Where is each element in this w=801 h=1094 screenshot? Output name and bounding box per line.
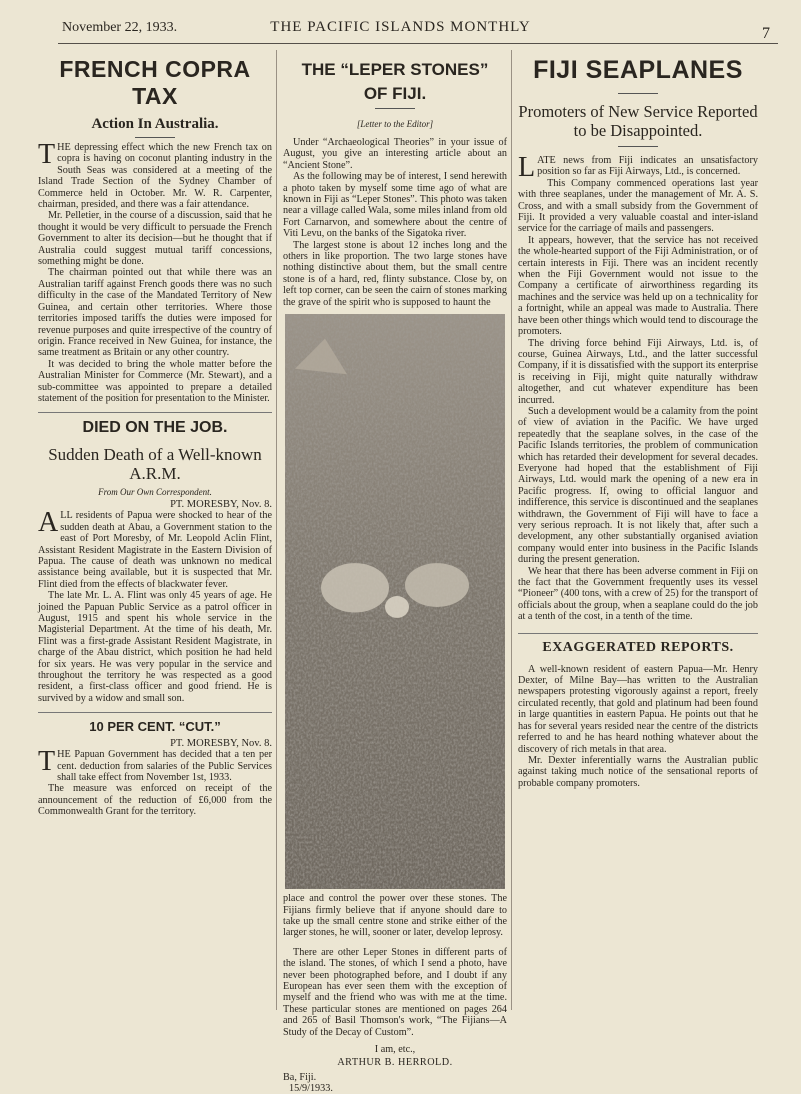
page-number: 7 bbox=[762, 25, 770, 42]
paragraph: The driving force behind Fiji Airways, Ltd. is, of course, Guinea Airways, Ltd., and the latter successful Company, if it is dissatisfied with the support its enterprise is receiving in Fiji, might quite naturally withdraw altogether, and cut whatever expenditure has been incurred. bbox=[518, 337, 758, 406]
headline: DIED ON THE JOB. bbox=[82, 419, 228, 437]
divider bbox=[618, 146, 658, 147]
column-left bbox=[38, 52, 272, 818]
drop-cap: T bbox=[38, 139, 56, 170]
paragraph bbox=[518, 152, 758, 183]
paragraph: Mr. Dexter inferentially warns the Australian public against taking much notice of the sensational reports of probable company promoters. bbox=[518, 754, 758, 789]
paragraph: There are other Leper Stones in different parts of the island. The stones, of which I send a photo, have never been photographed before, and I doubt if any European has ever seen them with the exception of myself and the friend who was with me at the time. These particular stones are mentioned on pages 264 and 265 of Basil Thomson's work, “The Fijians—A Study of the Decay of Custom”. bbox=[283, 946, 507, 1038]
section-rule bbox=[38, 412, 272, 413]
paragraph-text: ATE news from Fiji indicates an unsatisfactory position so far as Fiji Airways, Ltd., is concerned. bbox=[537, 155, 758, 178]
paragraph bbox=[38, 139, 272, 211]
signoff-date: 15/9/1933. bbox=[289, 1082, 333, 1094]
paragraph: The chairman pointed out that while there was an Australian tariff against French goods there was no such difficulty in the case of the Mandated Territory of New Guinea, and certain other territories. Where those territories imposed tariffs the duties were imposed for revenue purposes and quite irrespective of the country of origin. France received in New Guinea, for instance, the same treatment as Britain or any other country. bbox=[38, 267, 272, 359]
paragraph: The late Mr. L. A. Flint was only 45 years of age. He joined the Papuan Public Service as a patrol officer in August, 1915 and spent his whole service in the Magisterial Department. At the time of his death, Mr. Flint was a first-grade Assistant Resident Magistrate, in charge of the Abau district, which position he had held for six years. He was very popular in the service and throughout the territory he was respected as a good resident, a first-class officer and good friend. He is survived by a widow and small son. bbox=[38, 590, 272, 704]
paragraph-text: LL residents of Papua were shocked to hear of the sudden death at Abau, a Government station to the east of Port Moresby, of Mr. Leopold Aclin Flint, Assistant Resident Magistrate in the Eastern Division of Papua. The cause of death was unknown no medical assistance being available, but it is suspected that Mr. Flint died from the effects of blackwater fever. bbox=[38, 510, 272, 590]
column-middle bbox=[283, 52, 507, 1094]
headline: THE “LEPER STONES” bbox=[301, 60, 489, 79]
paragraph: It was decided to bring the whole matter before the Australian Minister for Commerce (Mr. Stewart), and a sub-committee was appointed to prepare a detailed statement of the position for presentation to the Minister. bbox=[38, 358, 272, 404]
section-rule bbox=[38, 712, 272, 713]
issue-date: November 22, 1933. bbox=[62, 20, 178, 35]
publication-title: THE PACIFIC ISLANDS MONTHLY bbox=[270, 19, 531, 35]
dateline: PT. MORESBY, Nov. 8. bbox=[170, 499, 272, 511]
drop-cap: L bbox=[518, 152, 536, 183]
closing: I am, etc., bbox=[374, 1043, 416, 1055]
article-french-copra-tax bbox=[38, 56, 272, 404]
article-exaggerated-reports bbox=[518, 640, 758, 789]
article-fiji-seaplanes bbox=[518, 56, 758, 623]
header-rule bbox=[58, 43, 778, 44]
headline: 10 PER CENT. “CUT.” bbox=[89, 719, 221, 735]
paragraph bbox=[38, 746, 272, 784]
paragraph: A well-known resident of eastern Papua—Mr. Henry Dexter, of Milne Bay—has written to the Australian newspapers protesting vigorously against a report, freely circulated recently, that gold and platinum had been found in large quantities in eastern Papua. He points out that he has for several years resided near the centre of the districts referred to and he has heard nothing whatever about the discovery of rich metals in that area. bbox=[518, 663, 758, 755]
paragraph: place and control the power over these stones. The Fijians firmly believe that if anyone should dare to take up the small centre stone and strike either of the larger stones, he will, sooner or later, develop leprosy. bbox=[283, 893, 507, 939]
paragraph: The largest stone is about 12 inches long and the others in like proportion. The two large stones have nothing distinctive about them, but the small centre stone is of a hard, red, flinty substance. Close by, on left top corner, can be seen the cairn of stones marking the grave of the spirit who is supposed to haunt the bbox=[283, 239, 507, 308]
column-rule bbox=[511, 50, 512, 1010]
page-header bbox=[0, 0, 801, 44]
divider bbox=[135, 137, 175, 138]
headline: FIJI SEAPLANES bbox=[533, 56, 743, 84]
section-rule bbox=[518, 633, 758, 634]
large-stone bbox=[321, 563, 389, 612]
large-stone bbox=[405, 563, 469, 607]
drop-cap: A bbox=[38, 507, 59, 539]
signoff-place: Ba, Fiji. bbox=[283, 1071, 317, 1083]
paragraph-text: HE depressing effect which the new French tax on copra is having on coconut planting industry in the South Seas was considered at a meeting of the Island Trade Section of the Sydney Chamber of Commerce held in October. Mr. W. R. Carpenter, chairman, presided, and there was a fair attendance. bbox=[38, 142, 272, 211]
paragraph: Mr. Pelletier, in the course of a discussion, said that he thought it would be very difficult to persuade the French Government to alter its decision—but he thought that if Australia could suggest mutual tariff concessions, something might be done. bbox=[38, 210, 272, 268]
small-centre-stone bbox=[385, 596, 409, 618]
letter-note: [Letter to the Editor] bbox=[356, 119, 434, 129]
paragraph: This Company commenced operations last year with three seaplanes, under the management of Mr. A. S. Cross, and with a small subsidy from the Government of Fiji. It provided a very valuable coastal and inter-island service for the carriage of mails and passengers. bbox=[518, 177, 758, 235]
headline: FRENCH COPRA TAX bbox=[59, 56, 251, 109]
paragraph: Under “Archaeological Theories” in your issue of August, you give an interesting article about an “Ancient Stone”. bbox=[283, 137, 507, 171]
divider bbox=[618, 93, 658, 94]
subheadline: Action In Australia. bbox=[91, 116, 219, 132]
headline-line-2: OF FIJI. bbox=[363, 84, 427, 103]
paragraph: Such a development would be a calamity from the point of view of aviation in the Pacific. We have urged repeatedly that the seaplane solves, in the case of the Pacific Islands territories, the problem of communication which has retarded their development for several decades. Everyone had hoped that the establishment of Fiji Airways, Ltd. would mark the opening of a new era in Pacific progress. If, owing to official languor and indifference, this service is discontinued and the seaplanes withdrawn, the Government of Fiji will have to face a very serious reproach. It is not likely that, after such a development, any other substantially organised aviation company would enter into business in the Pacific Islands during the present generation. bbox=[518, 405, 758, 566]
paragraph: We hear that there has been adverse comment in Fiji on the fact that the Government frequently uses its vessel “Pioneer” (400 tons, with a crew of 25) for the transport of officials about the group, when a seaplane could do the job at a tenth of the cost, in a tenth of the time. bbox=[518, 565, 758, 623]
drop-cap: T bbox=[38, 746, 56, 778]
paragraph-text: HE Papuan Government has decided that a ten per cent. deduction from salaries of the Public Services shall take effect from November 1st, 1933. bbox=[57, 749, 272, 784]
divider bbox=[375, 108, 415, 109]
article-died-on-the-job bbox=[38, 419, 272, 704]
byline: From Our Own Correspondent. bbox=[98, 487, 212, 498]
headline: EXAGGERATED REPORTS. bbox=[542, 639, 734, 655]
subheadline: Promoters of New Service Reported to be Disappointed. bbox=[518, 102, 758, 140]
subheadline: Sudden Death of a Well-known A.R.M. bbox=[48, 445, 262, 484]
paragraph: It appears, however, that the service has not received the whole-hearted support of the Fiji Administration, or of certain interests in Fiji. There was an incident recently when the Fiji Government would not issue to the Company a certificate of airworthiness regarding its machines and the service was held up on a technicality for a fortnight, while an appeal was made to Australia. There have been other things which would tend to discourage the promoters. bbox=[518, 234, 758, 338]
paragraph: As the following may be of interest, I send herewith a photo taken by myself some time ago of what are known in Fiji as “Leper Stones”. This photo was taken near a village called Wala, some miles inland from old Fort Carnarvon, and somewhere about the centre of Viti Levu, on the banks of the Sigatoka river. bbox=[283, 171, 507, 240]
signature: ARTHUR B. HERROLD. bbox=[337, 1056, 453, 1068]
leper-stones-photo bbox=[285, 314, 505, 889]
column-rule bbox=[276, 50, 277, 1010]
dateline: PT. MORESBY, Nov. 8. bbox=[170, 738, 272, 750]
paragraph bbox=[38, 507, 272, 590]
article-ten-per-cent-cut bbox=[38, 719, 272, 817]
paragraph: The measure was enforced on receipt of the announcement of the reduction of £6,000 from the Commonwealth Grant for the territory. bbox=[38, 783, 272, 818]
column-right bbox=[518, 52, 758, 789]
